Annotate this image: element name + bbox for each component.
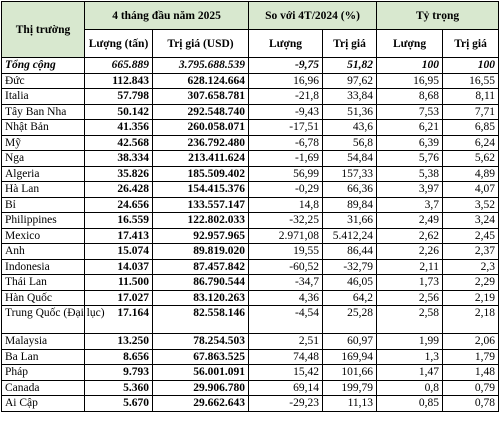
market-cell: Canada [2, 380, 85, 396]
market-cell: Đức [2, 73, 85, 89]
table-row [2, 290, 499, 306]
table-row [2, 365, 499, 381]
market-cell: Mỹ [2, 135, 85, 151]
cmp-value-cell: 11,13 [323, 396, 377, 412]
cmp-qty-cell: -0,29 [249, 182, 323, 198]
qty-cell: 9.793 [85, 365, 153, 381]
total-row [2, 58, 499, 74]
table-row [2, 275, 499, 291]
cmp-qty-cell: -17,51 [249, 120, 323, 136]
table-row [2, 197, 499, 213]
cmp-qty-cell: 19,55 [249, 244, 323, 260]
share-value-cell: 1,79 [443, 349, 499, 365]
share-value-cell: 3,24 [443, 213, 499, 229]
value-cell: 29.906.780 [153, 380, 249, 396]
cmp-qty-cell: -29,23 [249, 396, 323, 412]
share-value-cell: 8,11 [443, 89, 499, 105]
table-row [2, 349, 499, 365]
value-cell: 236.792.480 [153, 135, 249, 151]
qty-cell: 13.250 [85, 334, 153, 350]
total-cmp-qty: -9,75 [249, 58, 323, 74]
qty-cell: 50.142 [85, 104, 153, 120]
market-cell: Thái Lan [2, 275, 85, 291]
value-cell: 185.509.402 [153, 166, 249, 182]
value-cell: 87.457.842 [153, 259, 249, 275]
qty-cell: 112.843 [85, 73, 153, 89]
cmp-qty-cell: -6,78 [249, 135, 323, 151]
value-cell: 89.819.020 [153, 244, 249, 260]
header-value-usd: Trị giá (USD) [153, 30, 249, 58]
qty-cell: 42.568 [85, 135, 153, 151]
market-cell: Italia [2, 89, 85, 105]
qty-cell: 5.670 [85, 396, 153, 412]
value-cell: 83.120.263 [153, 290, 249, 306]
share-value-cell: 6,24 [443, 135, 499, 151]
total-share-value: 100 [443, 58, 499, 74]
table-row [2, 135, 499, 151]
share-value-cell: 5,62 [443, 151, 499, 167]
cmp-qty-cell: 2.971,08 [249, 228, 323, 244]
market-cell: Ai Cập [2, 396, 85, 412]
market-cell: Bỉ [2, 197, 85, 213]
table-row [2, 396, 499, 412]
market-cell: Indonesia [2, 259, 85, 275]
market-cell: Trung Quốc (Đại lục) [2, 306, 85, 334]
share-value-cell: 1,48 [443, 365, 499, 381]
qty-cell: 17.027 [85, 290, 153, 306]
cmp-qty-cell: 14,8 [249, 197, 323, 213]
share-value-cell: 3,52 [443, 197, 499, 213]
market-cell: Philippines [2, 213, 85, 229]
share-qty-cell: 2,62 [377, 228, 443, 244]
cmp-value-cell: 46,05 [323, 275, 377, 291]
table-row [2, 259, 499, 275]
cmp-qty-cell: 56,99 [249, 166, 323, 182]
table-row [2, 104, 499, 120]
share-value-cell: 2,06 [443, 334, 499, 350]
header-cmp-qty: Lượng [249, 30, 323, 58]
total-market: Tổng cộng [2, 58, 85, 74]
cmp-qty-cell: -32,25 [249, 213, 323, 229]
share-qty-cell: 8,68 [377, 89, 443, 105]
cmp-value-cell: 56,8 [323, 135, 377, 151]
market-cell: Malaysia [2, 334, 85, 350]
qty-cell: 5.360 [85, 380, 153, 396]
share-value-cell: 7,71 [443, 104, 499, 120]
cmp-value-cell: 43,6 [323, 120, 377, 136]
share-qty-cell: 16,95 [377, 73, 443, 89]
cmp-value-cell: 31,66 [323, 213, 377, 229]
table-row [2, 380, 499, 396]
qty-cell: 14.037 [85, 259, 153, 275]
market-cell: Nhật Bản [2, 120, 85, 136]
value-cell: 78.254.503 [153, 334, 249, 350]
share-qty-cell: 1,3 [377, 349, 443, 365]
cmp-value-cell: 54,84 [323, 151, 377, 167]
value-cell: 56.001.091 [153, 365, 249, 381]
qty-cell: 17.413 [85, 228, 153, 244]
qty-cell: 15.074 [85, 244, 153, 260]
value-cell: 307.658.781 [153, 89, 249, 105]
cmp-value-cell: 86,44 [323, 244, 377, 260]
cmp-qty-cell: 69,14 [249, 380, 323, 396]
cmp-value-cell: 33,84 [323, 89, 377, 105]
market-cell: Ba Lan [2, 349, 85, 365]
share-qty-cell: 3,7 [377, 197, 443, 213]
cmp-value-cell: 66,36 [323, 182, 377, 198]
share-value-cell: 2,45 [443, 228, 499, 244]
value-cell: 67.863.525 [153, 349, 249, 365]
cmp-qty-cell: -21,8 [249, 89, 323, 105]
table-row [2, 182, 499, 198]
cmp-qty-cell: -9,43 [249, 104, 323, 120]
table-row [2, 151, 499, 167]
cmp-qty-cell: 74,48 [249, 349, 323, 365]
header-qty-ton: Lượng (tấn) [85, 30, 153, 58]
share-qty-cell: 2,49 [377, 213, 443, 229]
share-qty-cell: 7,53 [377, 104, 443, 120]
qty-cell: 11.500 [85, 275, 153, 291]
share-qty-cell: 0,8 [377, 380, 443, 396]
table-row [2, 166, 499, 182]
market-cell: Tây Ban Nha [2, 104, 85, 120]
share-qty-cell: 0,85 [377, 396, 443, 412]
qty-cell: 24.656 [85, 197, 153, 213]
export-market-table [1, 1, 499, 412]
market-cell: Anh [2, 244, 85, 260]
share-value-cell: 2,29 [443, 275, 499, 291]
value-cell: 133.557.147 [153, 197, 249, 213]
share-value-cell: 2,19 [443, 290, 499, 306]
cmp-value-cell: 101,66 [323, 365, 377, 381]
header-period: 4 tháng đầu năm 2025 [85, 2, 249, 30]
cmp-value-cell: 89,84 [323, 197, 377, 213]
total-qty: 665.889 [85, 58, 153, 74]
cmp-value-cell: 60,97 [323, 334, 377, 350]
share-qty-cell: 2,58 [377, 306, 443, 334]
value-cell: 86.790.544 [153, 275, 249, 291]
total-value: 3.795.688.539 [153, 58, 249, 74]
value-cell: 29.662.643 [153, 396, 249, 412]
qty-cell: 38.334 [85, 151, 153, 167]
share-qty-cell: 6,21 [377, 120, 443, 136]
share-value-cell: 4,07 [443, 182, 499, 198]
cmp-value-cell: 157,33 [323, 166, 377, 182]
total-cmp-value: 51,82 [323, 58, 377, 74]
cmp-value-cell: 5.412,24 [323, 228, 377, 244]
table-row [2, 334, 499, 350]
header-share-qty: Lượng [377, 30, 443, 58]
share-qty-cell: 6,39 [377, 135, 443, 151]
cmp-qty-cell: 2,51 [249, 334, 323, 350]
market-cell: Hàn Quốc [2, 290, 85, 306]
cmp-qty-cell: -34,7 [249, 275, 323, 291]
qty-cell: 16.559 [85, 213, 153, 229]
share-qty-cell: 5,76 [377, 151, 443, 167]
cmp-qty-cell: 15,42 [249, 365, 323, 381]
cmp-qty-cell: 4,36 [249, 290, 323, 306]
cmp-value-cell: 25,28 [323, 306, 377, 334]
qty-cell: 8.656 [85, 349, 153, 365]
table-row [2, 120, 499, 136]
value-cell: 92.957.965 [153, 228, 249, 244]
header-share-value: Trị giá [443, 30, 499, 58]
market-cell: Pháp [2, 365, 85, 381]
cmp-value-cell: -32,79 [323, 259, 377, 275]
value-cell: 260.058.071 [153, 120, 249, 136]
cmp-value-cell: 97,62 [323, 73, 377, 89]
share-qty-cell: 3,97 [377, 182, 443, 198]
table-row [2, 73, 499, 89]
table-row [2, 213, 499, 229]
table-row [2, 89, 499, 105]
share-qty-cell: 5,38 [377, 166, 443, 182]
value-cell: 213.411.624 [153, 151, 249, 167]
share-qty-cell: 1,73 [377, 275, 443, 291]
header-market: Thị trường [2, 2, 85, 58]
share-qty-cell: 2,11 [377, 259, 443, 275]
cmp-qty-cell: 16,96 [249, 73, 323, 89]
share-qty-cell: 1,47 [377, 365, 443, 381]
value-cell: 154.415.376 [153, 182, 249, 198]
share-value-cell: 2,37 [443, 244, 499, 260]
cmp-qty-cell: -60,52 [249, 259, 323, 275]
header-share: Tỷ trọng [377, 2, 499, 30]
cmp-qty-cell: -4,54 [249, 306, 323, 334]
share-value-cell: 2,3 [443, 259, 499, 275]
share-value-cell: 0,79 [443, 380, 499, 396]
market-cell: Mexico [2, 228, 85, 244]
share-qty-cell: 1,99 [377, 334, 443, 350]
share-value-cell: 2,18 [443, 306, 499, 334]
qty-cell: 41.356 [85, 120, 153, 136]
qty-cell: 17.164 [85, 306, 153, 334]
share-value-cell: 0,78 [443, 396, 499, 412]
table-row [2, 244, 499, 260]
cmp-value-cell: 169,94 [323, 349, 377, 365]
share-qty-cell: 2,56 [377, 290, 443, 306]
table-row [2, 228, 499, 244]
market-cell: Nga [2, 151, 85, 167]
qty-cell: 35.826 [85, 166, 153, 182]
value-cell: 82.558.146 [153, 306, 249, 334]
qty-cell: 57.798 [85, 89, 153, 105]
table-row [2, 306, 499, 334]
share-qty-cell: 2,26 [377, 244, 443, 260]
cmp-value-cell: 51,36 [323, 104, 377, 120]
cmp-value-cell: 199,79 [323, 380, 377, 396]
share-value-cell: 6,85 [443, 120, 499, 136]
share-value-cell: 16,55 [443, 73, 499, 89]
cmp-qty-cell: -1,69 [249, 151, 323, 167]
total-share-qty: 100 [377, 58, 443, 74]
market-cell: Hà Lan [2, 182, 85, 198]
header-cmp-value: Trị giá [323, 30, 377, 58]
header-compare: So với 4T/2024 (%) [249, 2, 377, 30]
share-value-cell: 4,89 [443, 166, 499, 182]
value-cell: 122.802.033 [153, 213, 249, 229]
value-cell: 292.548.740 [153, 104, 249, 120]
cmp-value-cell: 64,2 [323, 290, 377, 306]
value-cell: 628.124.664 [153, 73, 249, 89]
market-cell: Algeria [2, 166, 85, 182]
qty-cell: 26.428 [85, 182, 153, 198]
